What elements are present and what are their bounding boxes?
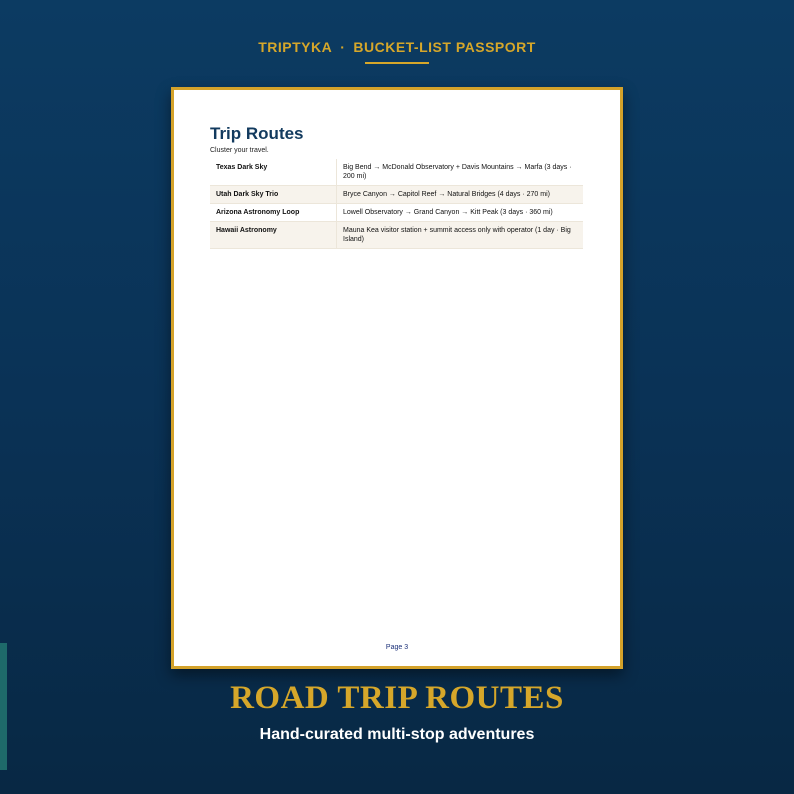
route-name: Arizona Astronomy Loop	[210, 204, 337, 222]
page-number: Page 3	[385, 644, 409, 651]
route-description: Mauna Kea visitor station + summit access only with operator (1 day · Big Island)	[337, 222, 584, 249]
brand-header	[0, 39, 794, 55]
route-name: Utah Dark Sky Trio	[210, 186, 337, 204]
page-title: Trip Routes	[210, 124, 304, 143]
route-description: Lowell Observatory → Grand Canyon → Kitt Peak (3 days · 360 mi)	[337, 204, 584, 222]
promo-tagline: Hand-curated multi-stop adventures	[259, 726, 535, 743]
document-page	[171, 87, 623, 669]
table-row	[210, 186, 583, 204]
routes-table	[210, 159, 583, 249]
route-description: Bryce Canyon → Capitol Reef → Natural Bridges (4 days · 270 mi)	[337, 186, 584, 204]
side-accent-bar	[0, 643, 7, 770]
table-row	[210, 222, 583, 249]
route-name: Hawaii Astronomy	[210, 222, 337, 249]
page-subtitle: Cluster your travel.	[210, 147, 269, 154]
brand-underline	[365, 62, 429, 64]
table-row	[210, 159, 583, 186]
route-description: Big Bend → McDonald Observatory + Davis Mountains → Marfa (3 days · 200 mi)	[337, 159, 584, 186]
table-row	[210, 204, 583, 222]
brand-name: TRIPTYKA	[258, 39, 333, 55]
promo-headline: ROAD TRIP ROUTES	[230, 680, 564, 716]
brand-separator: ·	[340, 39, 346, 55]
product-name: BUCKET-LIST PASSPORT	[353, 39, 536, 55]
route-name: Texas Dark Sky	[210, 159, 337, 186]
